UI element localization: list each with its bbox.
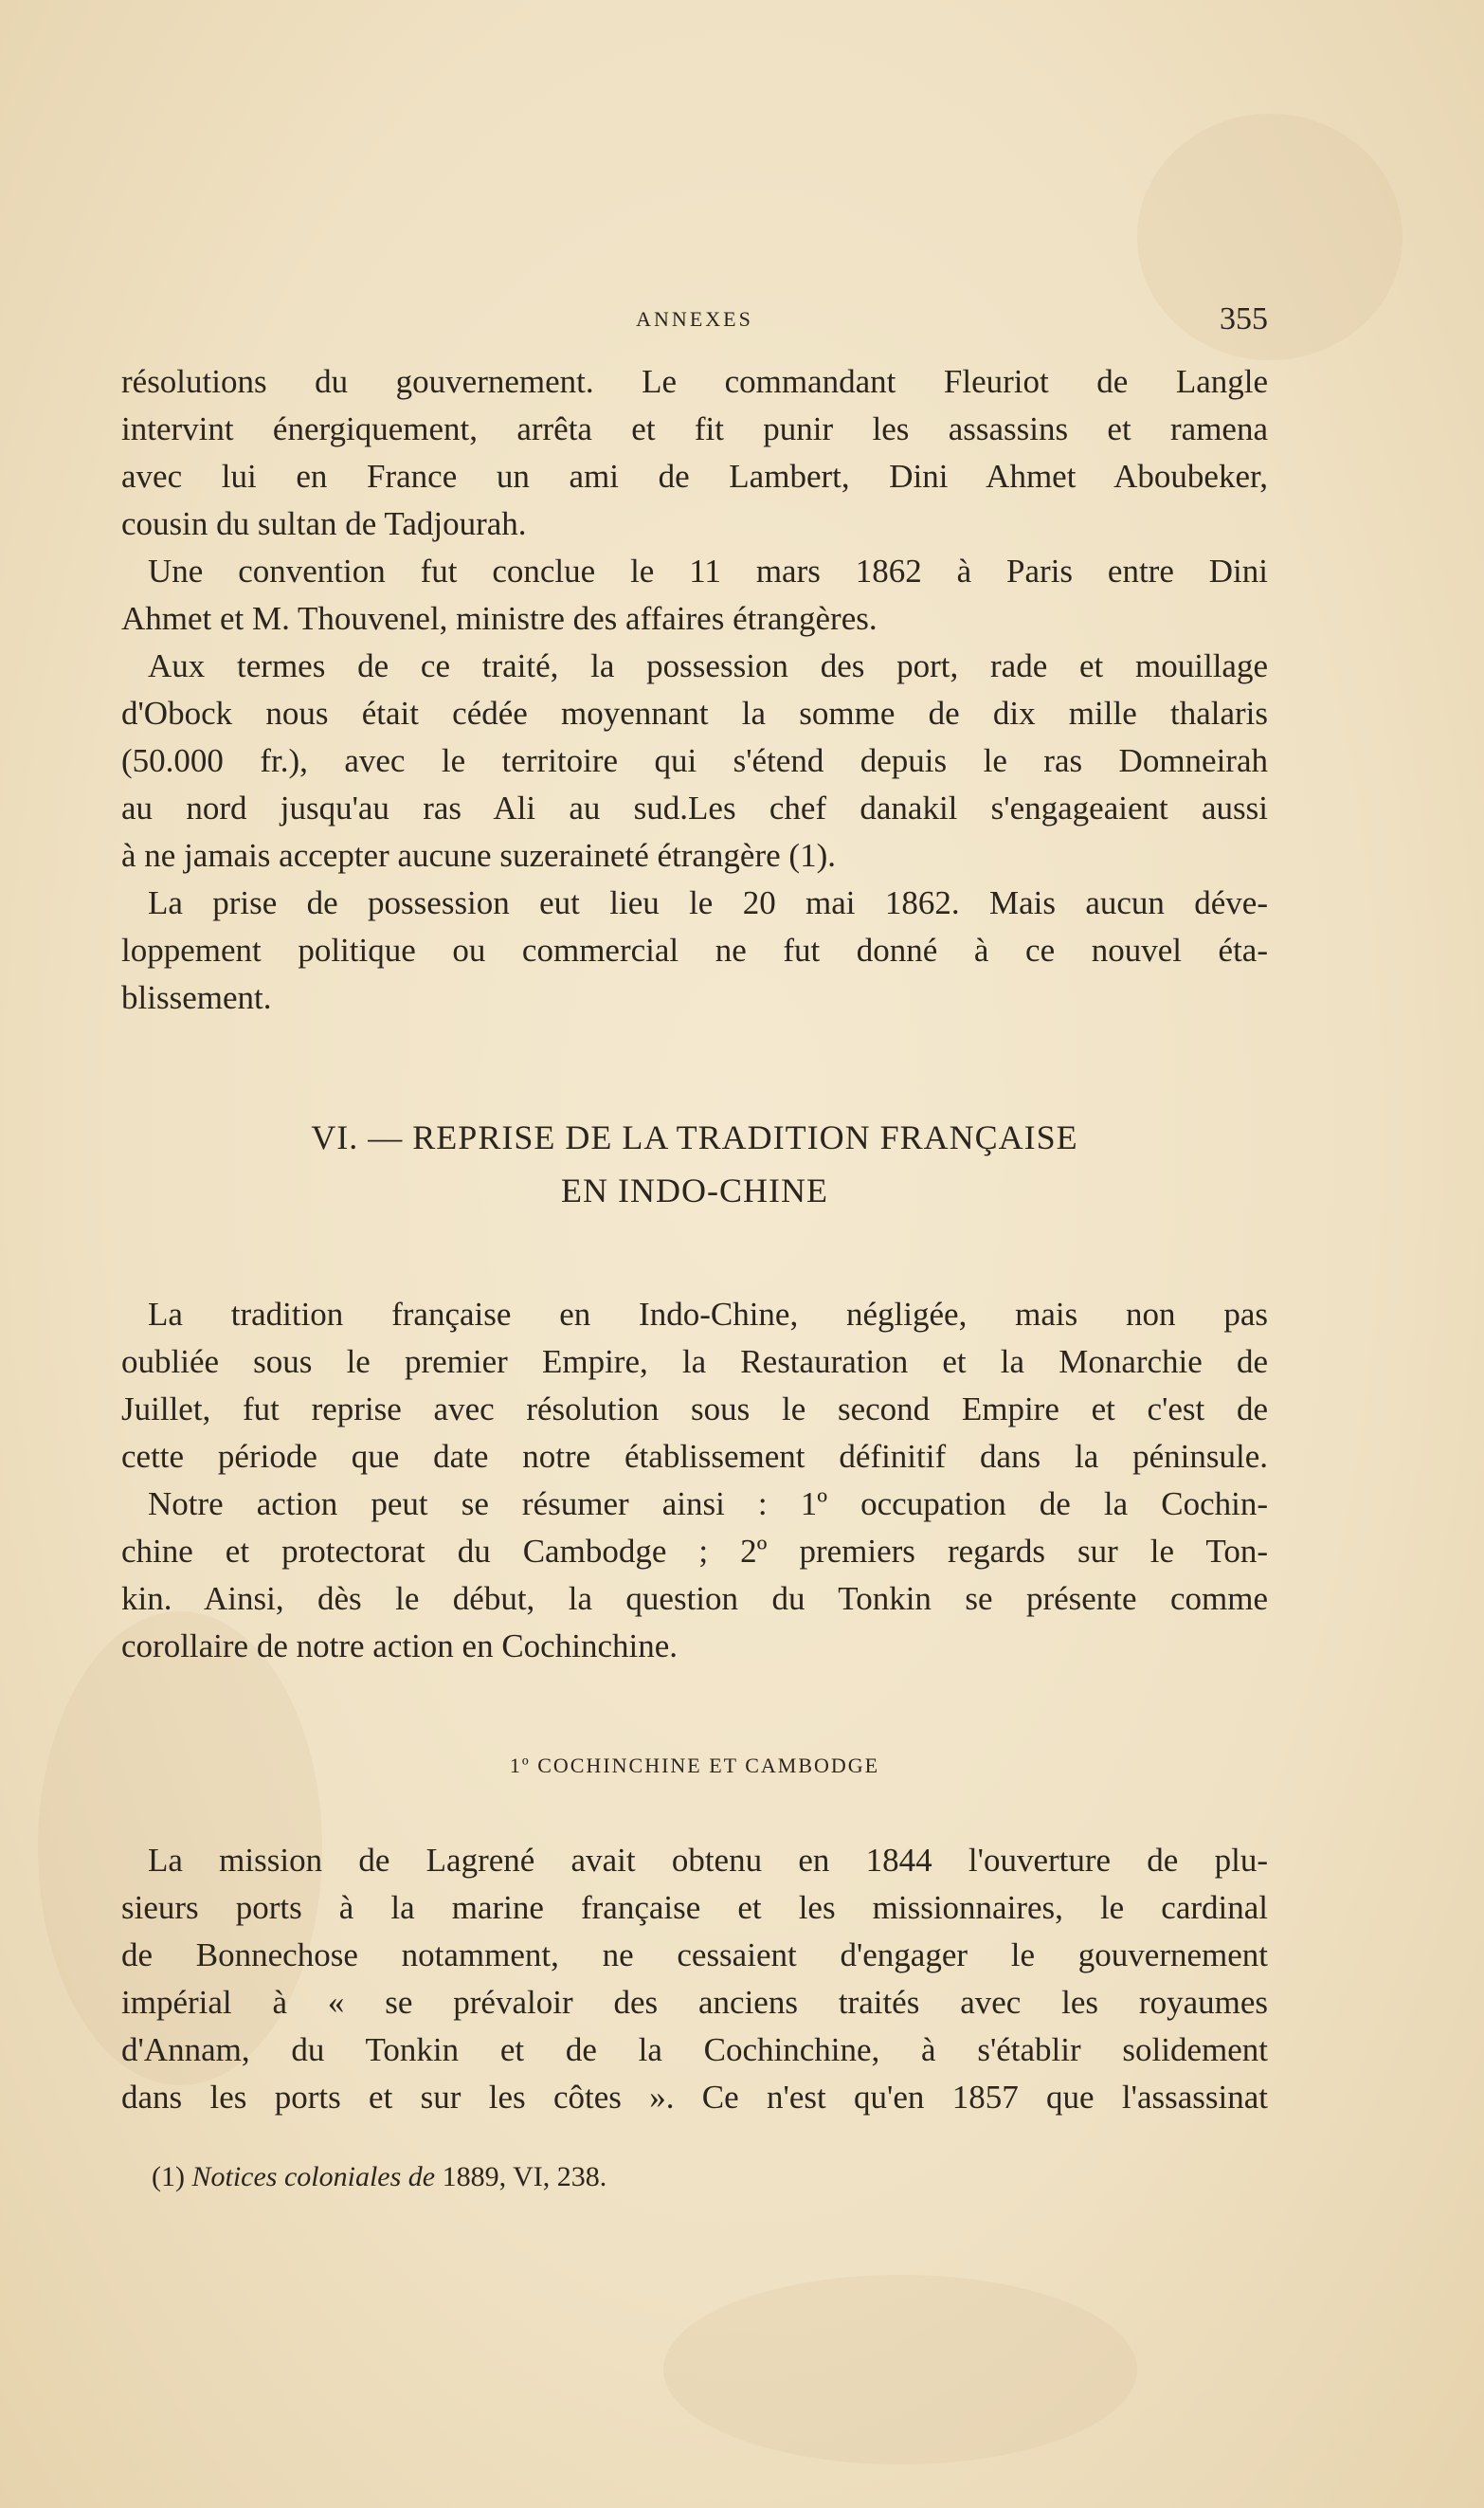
text-line: kin. Ainsi, dès le début, la question du Tonkin se présente comme bbox=[121, 1580, 1268, 1617]
text-line: La tradition française en Indo-Chine, négligée, mais non pas bbox=[148, 1296, 1268, 1333]
footnote-title: Notices coloniales de bbox=[191, 2161, 436, 2192]
text-line: loppement politique ou commercial ne fut donné à ce nouvel éta- bbox=[121, 932, 1268, 969]
text-line: cette période que date notre établissement définitif dans la péninsule. bbox=[121, 1438, 1268, 1475]
text-line: impérial à « se prévaloir des anciens traités avec les royaumes bbox=[121, 1984, 1268, 2021]
text-line: oubliée sous le premier Empire, la Restauration et la Monarchie de bbox=[121, 1343, 1268, 1380]
text-line: La mission de Lagrené avait obtenu en 1844 l'ouverture de plu- bbox=[148, 1842, 1268, 1879]
text-line: à ne jamais accepter aucune suzeraineté étrangère (1). bbox=[121, 837, 836, 874]
text-line: (50.000 fr.), avec le territoire qui s'étend depuis le ras Domneirah bbox=[121, 742, 1268, 779]
text-line: d'Obock nous était cédée moyennant la somme de dix mille thalaris bbox=[121, 695, 1268, 732]
text-line: avec lui en France un ami de Lambert, Dini Ahmet Aboubeker, bbox=[121, 458, 1268, 495]
text-line: Juillet, fut reprise avec résolution sous le second Empire et c'est de bbox=[121, 1390, 1268, 1427]
section-title bbox=[121, 1111, 1268, 1217]
paragraphs-top bbox=[121, 358, 1268, 1022]
subsection-title: 1º COCHINCHINE ET CAMBODGE bbox=[509, 1754, 880, 1777]
text-line: cousin du sultan de Tadjourah. bbox=[121, 505, 527, 542]
text-line: au nord jusqu'au ras Ali au sud.Les chef danakil s'engageaient aussi bbox=[121, 790, 1268, 827]
paragraphs-bottom bbox=[121, 1837, 1268, 2121]
section-title-line-1: VI. — REPRISE DE LA TRADITION FRANÇAISE bbox=[311, 1118, 1078, 1156]
text-line: corollaire de notre action en Cochinchine. bbox=[121, 1627, 678, 1664]
running-head: ANNEXES bbox=[636, 307, 753, 331]
text-line: blissement. bbox=[121, 979, 272, 1016]
paragraphs-middle bbox=[121, 1291, 1268, 1670]
text-line: Notre action peut se résumer ainsi : 1º occupation de la Cochin- bbox=[148, 1485, 1268, 1522]
footnote-marker: (1) bbox=[152, 2161, 185, 2192]
paper-stain bbox=[663, 2275, 1137, 2464]
page-number: 355 bbox=[1220, 301, 1268, 336]
page-header bbox=[121, 301, 1268, 339]
text-line: de Bonnechose notamment, ne cessaient d'engager le gouvernement bbox=[121, 1936, 1268, 1973]
text-line: d'Annam, du Tonkin et de la Cochinchine, à s'établir solidement bbox=[121, 2031, 1268, 2068]
text-line: Ahmet et M. Thouvenel, ministre des affaires étrangères. bbox=[121, 600, 878, 637]
text-line: sieurs ports à la marine française et les missionnaires, le cardinal bbox=[121, 1889, 1268, 1926]
text-line: Aux termes de ce traité, la possession des port, rade et mouillage bbox=[148, 647, 1268, 684]
text-line: intervint énergiquement, arrêta et fit punir les assassins et ramena bbox=[121, 410, 1268, 447]
footnote bbox=[152, 2161, 606, 2193]
section-title-line-2: EN INDO-CHINE bbox=[561, 1172, 828, 1209]
text-line: chine et protectorat du Cambodge ; 2º premiers regards sur le Ton- bbox=[121, 1533, 1268, 1570]
text-line: Une convention fut conclue le 11 mars 1862 à Paris entre Dini bbox=[148, 553, 1268, 590]
text-line: résolutions du gouvernement. Le commandant Fleuriot de Langle bbox=[121, 363, 1268, 400]
text-line: La prise de possession eut lieu le 20 mai 1862. Mais aucun déve- bbox=[148, 884, 1268, 921]
footnote-rest: 1889, VI, 238. bbox=[435, 2161, 607, 2192]
text-line: dans les ports et sur les côtes ». Ce n'est qu'en 1857 que l'assassinat bbox=[121, 2079, 1268, 2116]
